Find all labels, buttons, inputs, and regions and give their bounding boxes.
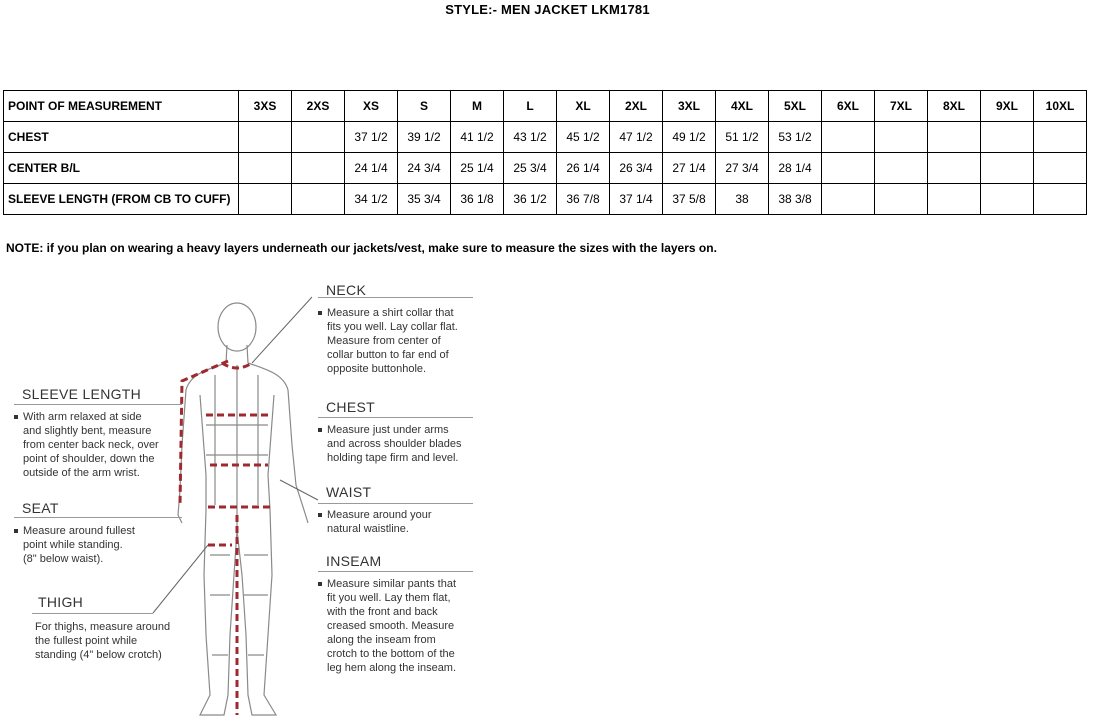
table-cell: 25 1/4 [451, 153, 504, 184]
bullet-icon [318, 582, 322, 586]
bullet-icon [14, 415, 18, 419]
column-header-size: 8XL [928, 91, 981, 122]
neck-heading: NECK [326, 282, 367, 298]
table-row [4, 122, 1087, 153]
bullet-icon [318, 513, 322, 517]
table-cell: 51 1/2 [716, 122, 769, 153]
table-cell: 26 3/4 [610, 153, 663, 184]
table-cell [1034, 184, 1087, 215]
thigh-divider [32, 613, 153, 614]
table-cell: 36 1/2 [504, 184, 557, 215]
chest-instructions: Measure just under arms and across shoulder blades holding tape firm and level. [318, 423, 493, 465]
sleeve-length-heading: SLEEVE LENGTH [22, 386, 142, 402]
page-title: STYLE:- MEN JACKET LKM1781 [445, 2, 650, 17]
column-header-size: 10XL [1034, 91, 1087, 122]
table-cell [1034, 153, 1087, 184]
column-header-size: 2XL [610, 91, 663, 122]
table-cell [928, 153, 981, 184]
chest-divider [318, 417, 473, 418]
column-header-size: XS [345, 91, 398, 122]
table-cell [292, 153, 345, 184]
table-cell [875, 122, 928, 153]
table-cell [239, 153, 292, 184]
table-row [4, 153, 1087, 184]
column-header-size: M [451, 91, 504, 122]
table-cell: 37 5/8 [663, 184, 716, 215]
table-cell [292, 122, 345, 153]
column-header-size: 6XL [822, 91, 875, 122]
seat-divider [14, 517, 182, 518]
table-cell [875, 153, 928, 184]
table-cell: 25 3/4 [504, 153, 557, 184]
table-cell [822, 153, 875, 184]
column-header-size: 4XL [716, 91, 769, 122]
inseam-instructions: Measure similar pants that fit you well. Lay them flat, with the front and back creased smooth. Measure along the inseam from crotch to the bottom of the leg hem along the inseam. [318, 577, 493, 675]
table-cell: 39 1/2 [398, 122, 451, 153]
table-cell: 41 1/2 [451, 122, 504, 153]
column-header-size: 3XL [663, 91, 716, 122]
bullet-icon [318, 428, 322, 432]
column-header-size: 3XS [239, 91, 292, 122]
table-cell: 27 1/4 [663, 153, 716, 184]
table-cell [928, 184, 981, 215]
table-cell: 24 3/4 [398, 153, 451, 184]
table-cell: 47 1/2 [610, 122, 663, 153]
thigh-instructions: For thighs, measure around the fullest point while standing (4" below crotch) [35, 621, 171, 661]
table-cell: 26 1/4 [557, 153, 610, 184]
column-header-size: L [504, 91, 557, 122]
table-cell: 38 3/8 [769, 184, 822, 215]
table-cell: 45 1/2 [557, 122, 610, 153]
table-cell [928, 122, 981, 153]
column-header-point-of-measurement: POINT OF MEASUREMENT [4, 91, 239, 122]
table-cell: 36 7/8 [557, 184, 610, 215]
table-cell [1034, 122, 1087, 153]
table-cell [981, 184, 1034, 215]
table-cell [822, 122, 875, 153]
sleeve-length-instructions: With arm relaxed at side and slightly bent, measure from center back neck, over point of shoulder, down the outside of the arm wrist. [14, 410, 184, 480]
table-cell: 49 1/2 [663, 122, 716, 153]
column-header-size: 9XL [981, 91, 1034, 122]
chest-heading: CHEST [326, 399, 375, 415]
size-chart-table [3, 90, 1087, 215]
table-header-row [4, 91, 1087, 122]
table-cell [822, 184, 875, 215]
table-cell: 27 3/4 [716, 153, 769, 184]
neck-instructions: Measure a shirt collar that fits you well. Lay collar flat. Measure from center of collar button to far end of opposite buttonhole. [318, 306, 493, 376]
table-cell [292, 184, 345, 215]
column-header-size: 7XL [875, 91, 928, 122]
thigh-heading: THIGH [38, 594, 84, 610]
measurement-guide [0, 275, 520, 725]
waist-heading: WAIST [326, 484, 372, 500]
sleeve-divider [14, 404, 182, 405]
table-cell: 24 1/4 [345, 153, 398, 184]
row-label: CENTER B/L [4, 153, 239, 184]
column-header-size: 2XS [292, 91, 345, 122]
table-cell: 37 1/4 [610, 184, 663, 215]
inseam-heading: INSEAM [326, 553, 382, 569]
table-cell: 43 1/2 [504, 122, 557, 153]
table-cell [981, 122, 1034, 153]
seat-instructions: Measure around fullest point while standing. (8" below waist). [14, 524, 184, 566]
sleeve-measure-line [180, 361, 228, 505]
column-header-size: S [398, 91, 451, 122]
table-cell: 38 [716, 184, 769, 215]
layering-note: NOTE: if you plan on wearing a heavy layers underneath our jackets/vest, make sure to measure the sizes with the layers on. [6, 241, 717, 255]
row-label: CHEST [4, 122, 239, 153]
table-cell: 35 3/4 [398, 184, 451, 215]
seat-heading: SEAT [22, 500, 59, 516]
row-label: SLEEVE LENGTH (FROM CB TO CUFF) [4, 184, 239, 215]
table-cell: 34 1/2 [345, 184, 398, 215]
inseam-divider [318, 571, 473, 572]
table-cell [239, 184, 292, 215]
column-header-size: 5XL [769, 91, 822, 122]
table-cell [875, 184, 928, 215]
table-cell: 28 1/4 [769, 153, 822, 184]
table-cell [981, 153, 1034, 184]
bullet-icon [318, 311, 322, 315]
table-cell: 37 1/2 [345, 122, 398, 153]
column-header-size: XL [557, 91, 610, 122]
table-row [4, 184, 1087, 215]
bullet-icon [14, 529, 18, 533]
waist-divider [318, 503, 473, 504]
waist-instructions: Measure around your natural waistline. [318, 508, 493, 536]
table-cell: 53 1/2 [769, 122, 822, 153]
table-cell: 36 1/8 [451, 184, 504, 215]
table-cell [239, 122, 292, 153]
